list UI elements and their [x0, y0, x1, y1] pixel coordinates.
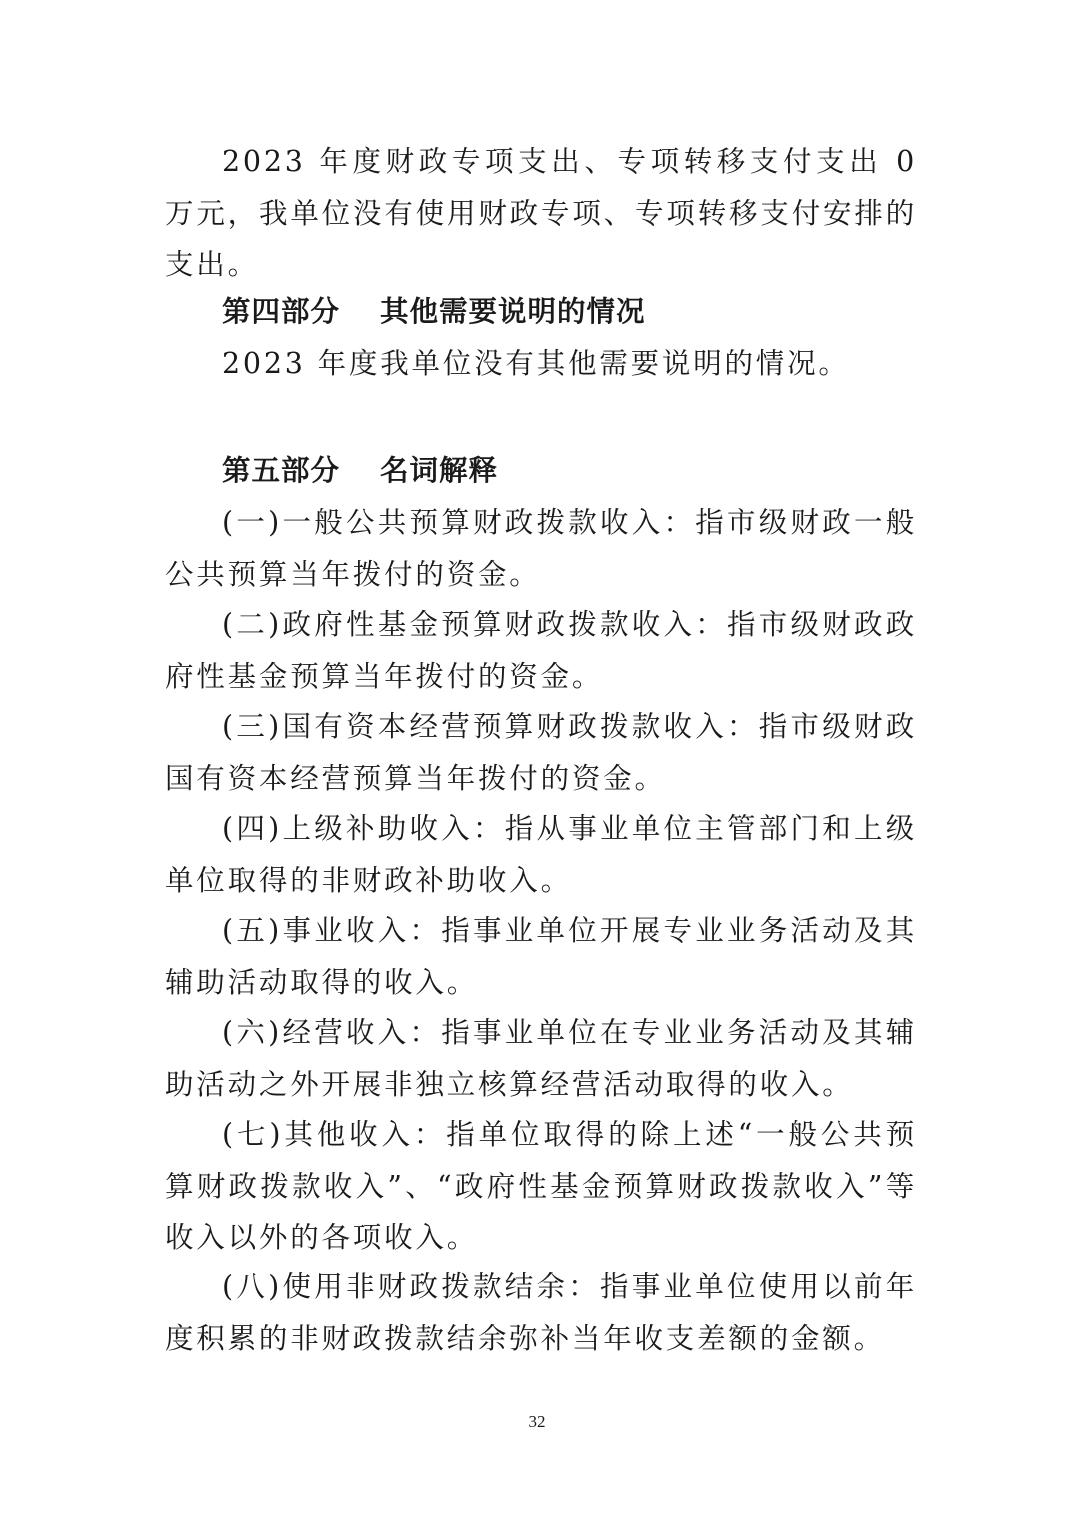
special-expenditure-paragraph: 2023 年度财政专项支出、专项转移支付支出 0 万元，我单位没有使用财政专项、专项转移支付安排的支出。: [165, 145, 917, 281]
glossary-item-superior-subsidy: (四)上级补助收入：指从事业单位主管部门和上级单位取得的非财政补助收入。: [165, 812, 917, 897]
section-four-paragraph: 2023 年度我单位没有其他需要说明的情况。: [222, 347, 850, 380]
glossary-item-other-income: (七)其他收入：指单位取得的除上述“一般公共预算财政拨款收入”、“政府性基金预算财政拨款收入”等收入以外的各项收入。: [165, 1118, 917, 1254]
glossary-item-government-fund: (二)政府性基金预算财政拨款收入：指市级财政政府性基金预算当年拨付的资金。: [165, 608, 917, 693]
glossary-item-state-capital: (三)国有资本经营预算财政拨款收入：指市级财政国有资本经营预算当年拨付的资金。: [165, 710, 917, 795]
section-five-title: 名词解释: [380, 454, 499, 487]
glossary-item-non-fiscal-surplus: (八)使用非财政拨款结余：指事业单位使用以前年度积累的非财政拨款结余弥补当年收支差额的金额。: [165, 1270, 917, 1355]
glossary-item-business-income: (五)事业收入：指事业单位开展专业业务活动及其辅助活动取得的收入。: [165, 914, 917, 999]
page-number: 32: [528, 1412, 546, 1431]
section-five-part-label: 第五部分: [222, 454, 341, 487]
section-five-heading: [222, 451, 498, 491]
section-four-title: 其他需要说明的情况: [380, 295, 646, 328]
section-four-heading: [222, 292, 646, 332]
section-four-part-label: 第四部分: [222, 295, 341, 328]
glossary-item-operating-income: (六)经营收入：指事业单位在专业业务活动及其辅助活动之外开展非独立核算经营活动取得的收入。: [165, 1016, 917, 1101]
glossary-item-general-budget: (一)一般公共预算财政拨款收入：指市级财政一般公共预算当年拨付的资金。: [165, 506, 917, 591]
